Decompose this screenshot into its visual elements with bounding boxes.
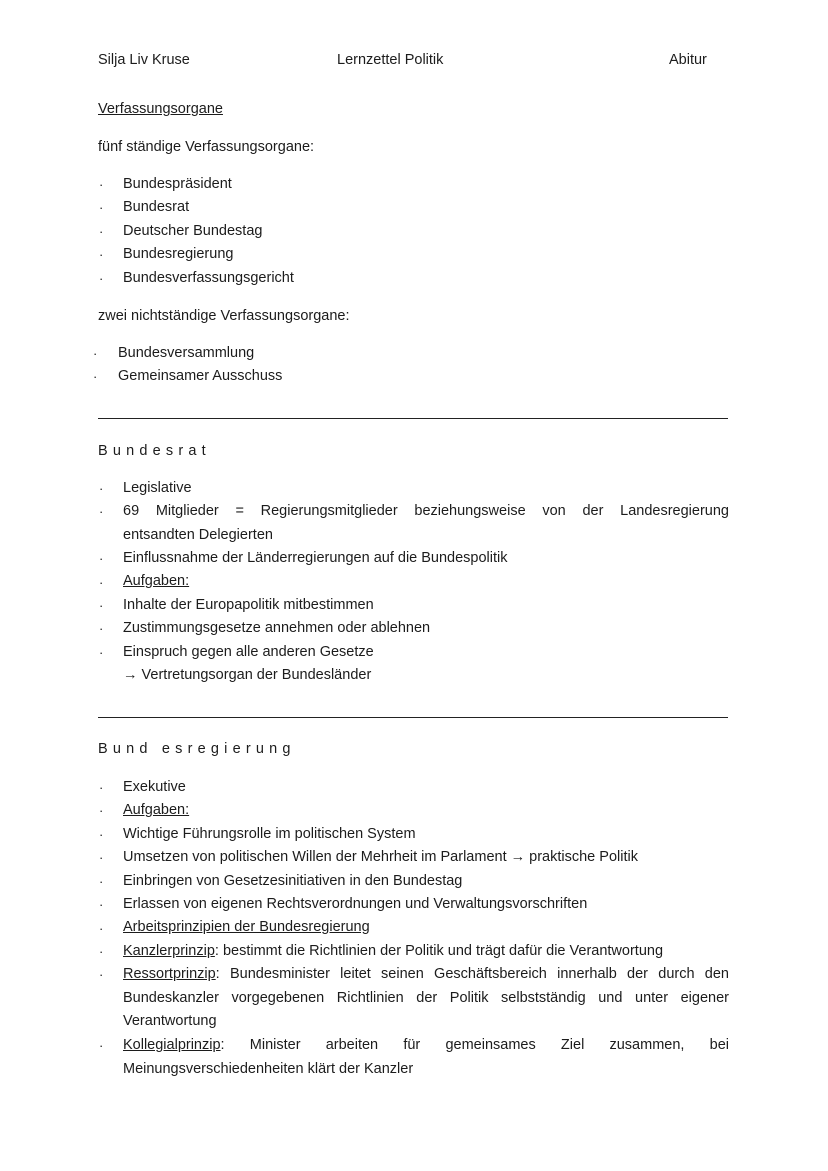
header-author: Silja Liv Kruse bbox=[98, 52, 190, 68]
bullet-icon: · bbox=[99, 967, 104, 982]
term-kollegialprinzip: Kollegialprinzip bbox=[123, 1037, 221, 1053]
list-item: Bundesverfassungsgericht bbox=[123, 270, 294, 286]
list-item-subheading: Aufgaben: bbox=[123, 573, 190, 589]
bullet-icon: · bbox=[99, 177, 104, 192]
list-item-conclusion: → Vertretungsorgan der Bundesländer bbox=[123, 667, 372, 683]
bullet-icon: · bbox=[93, 369, 98, 384]
list-item-kollegialprinzip bbox=[123, 1034, 729, 1081]
list-item: Exekutive bbox=[123, 779, 186, 795]
list-item: Inhalte der Europapolitik mitbestimmen bbox=[123, 597, 374, 613]
section-title-bundesrat: Bundesrat bbox=[98, 443, 211, 459]
list-item: Bundesrat bbox=[123, 199, 190, 215]
bullet-icon: · bbox=[99, 803, 104, 818]
list-item: Bundespräsident bbox=[123, 176, 232, 192]
list-item-line: Bundeskanzler vorgegebenen Richtlinien der Politik selbstständig und unter eigener bbox=[123, 989, 729, 1006]
list-item-line bbox=[123, 1034, 729, 1058]
section-title-bundesregierung: Bund esregierung bbox=[98, 741, 296, 757]
term-description: : bestimmt die Richtlinien der Politik und trägt dafür die Verantwortung bbox=[214, 943, 664, 959]
intro-nonpermanent: zwei nichtständige Verfassungsorgane: bbox=[98, 308, 350, 324]
bullet-icon: · bbox=[99, 481, 104, 496]
list-item: Einspruch gegen alle anderen Gesetze bbox=[123, 644, 374, 660]
list-item: Umsetzen von politischen Willen der Mehrheit im Parlament → praktische Politik bbox=[123, 849, 638, 865]
list-item: Deutscher Bundestag bbox=[123, 223, 263, 239]
list-item: Zustimmungsgesetze annehmen oder ablehnen bbox=[123, 620, 431, 636]
list-item: Bundesversammlung bbox=[118, 345, 255, 361]
bullet-icon: · bbox=[99, 645, 104, 660]
section-title-verfassungsorgane: Verfassungsorgane bbox=[98, 101, 223, 117]
bullet-icon: · bbox=[99, 827, 104, 842]
list-item-ressortprinzip bbox=[123, 963, 729, 1034]
list-item-subheading: Arbeitsprinzipien der Bundesregierung bbox=[123, 919, 370, 935]
list-item-line bbox=[123, 963, 729, 987]
bullet-icon: · bbox=[99, 944, 104, 959]
bullet-icon: · bbox=[99, 897, 104, 912]
list-item-subheading: Aufgaben: bbox=[123, 802, 190, 818]
list-item: Gemeinsamer Ausschuss bbox=[118, 368, 283, 384]
term-description: : Minister arbeiten für gemeinsames Ziel zusammen, bei bbox=[220, 1037, 729, 1053]
bullet-icon: · bbox=[99, 247, 104, 262]
bullet-icon: · bbox=[99, 874, 104, 889]
list-item-line: Meinungsverschiedenheiten klärt der Kanzler bbox=[123, 1060, 414, 1077]
list-item: Legislative bbox=[123, 480, 192, 496]
list-item-line: Verantwortung bbox=[123, 1013, 217, 1029]
list-item-members bbox=[123, 500, 729, 547]
section-divider bbox=[98, 418, 728, 419]
list-item: Bundesregierung bbox=[123, 246, 234, 262]
intro-permanent: fünf ständige Verfassungsorgane: bbox=[98, 139, 315, 155]
term-kanzlerprinzip: Kanzlerprinzip bbox=[123, 943, 215, 959]
bullet-icon: · bbox=[99, 224, 104, 239]
bullet-icon: · bbox=[99, 575, 104, 590]
bullet-icon: · bbox=[99, 921, 104, 936]
bullet-icon: · bbox=[99, 598, 104, 613]
bullet-icon: · bbox=[99, 780, 104, 795]
header-tag: Abitur bbox=[669, 52, 707, 68]
section-divider bbox=[98, 717, 728, 718]
list-item: Erlassen von eigenen Rechtsverordnungen und Verwaltungsvorschriften bbox=[123, 896, 588, 912]
header-title: Lernzettel Politik bbox=[337, 52, 444, 68]
bullet-icon: · bbox=[99, 504, 104, 519]
bullet-icon: · bbox=[99, 271, 104, 286]
term-ressortprinzip: Ressortprinzip bbox=[123, 966, 216, 982]
bullet-icon: · bbox=[99, 1038, 104, 1053]
list-item: Wichtige Führungsrolle im politischen System bbox=[123, 826, 416, 842]
bullet-icon: · bbox=[99, 850, 104, 865]
term-description: : Bundesminister leitet seinen Geschäftsbereich innerhalb der durch den bbox=[215, 966, 729, 982]
bullet-icon: · bbox=[93, 346, 98, 361]
bullet-icon: · bbox=[99, 551, 104, 566]
list-item-kanzlerprinzip bbox=[123, 943, 663, 959]
list-item-line: entsandten Delegierten bbox=[123, 526, 273, 543]
list-item-line: 69 Mitglieder = Regierungsmitglieder beziehungsweise von der Landesregierung bbox=[123, 503, 729, 519]
list-item: Einflussnahme der Länderregierungen auf die Bundespolitik bbox=[123, 550, 508, 566]
bullet-icon: · bbox=[99, 621, 104, 636]
bullet-icon: · bbox=[99, 200, 104, 215]
list-item: Einbringen von Gesetzesinitiativen in den Bundestag bbox=[123, 873, 463, 889]
